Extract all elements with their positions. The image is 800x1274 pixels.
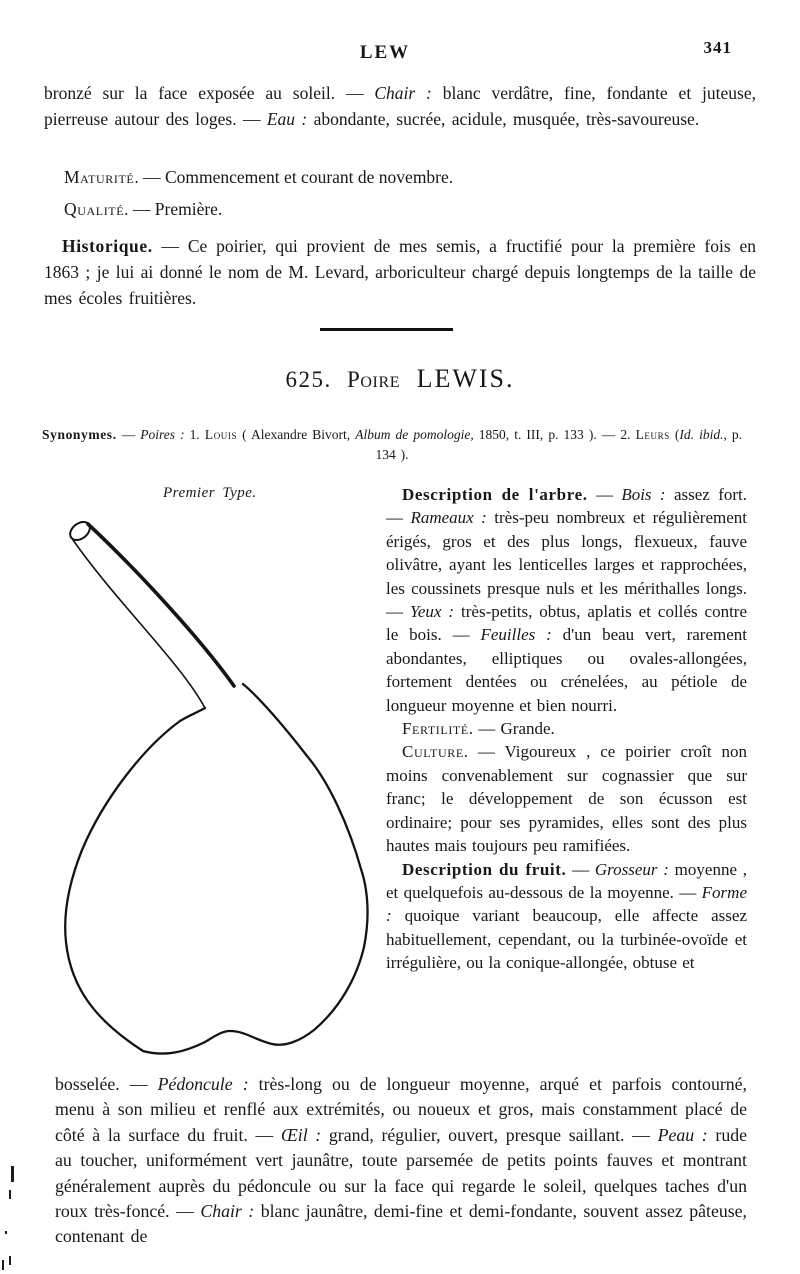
text-segment: ( (669, 427, 680, 442)
pear-illustration (40, 505, 385, 1075)
text-segment: . — Première. (124, 199, 223, 219)
text-segment: Synonymes. (42, 427, 117, 442)
text-segment: Eau : (266, 108, 308, 129)
text-segment: Pédoncule : (157, 1074, 249, 1094)
stalk-right-edge (88, 524, 234, 686)
text-segment: Feuilles : (480, 625, 552, 645)
text-segment: . — Commencement et courant de novembre. (134, 167, 454, 187)
text-segment: Description de l'arbre. (402, 485, 588, 504)
maturity-line (44, 167, 776, 188)
scan-artifact (2, 1260, 4, 1270)
tree-description-paragraph (386, 483, 747, 717)
quality-line (44, 199, 776, 220)
stalk-tip (67, 518, 94, 543)
text-segment: assez fort. — (386, 485, 748, 528)
text-segment: d'un beau vert, rarement abondantes, elliptiques ou ovales-allongées, fortement dentées ou crénelées, au pétiole de longueur moyenne et bien nourri. (386, 625, 748, 715)
text-segment: . — Grande. (468, 719, 555, 739)
text-segment: Grosseur : (594, 859, 669, 879)
text-segment: Bois : (621, 485, 666, 504)
fertility-line (386, 717, 747, 740)
text-segment: Chair : (374, 83, 432, 103)
scan-artifact (9, 1190, 11, 1199)
text-segment: — Ce poirier, qui provient de mes semis, a fructifié pour la première fois en 1863 ; je lui ai donné le nom de M. Levard, arboriculteur chargé depuis longtemps de la taille de mes écoles fruitières. (44, 236, 756, 308)
synonyms-paragraph (42, 425, 742, 465)
text-segment: très-peu nombreux et régulièrement érigés, gros et des plus longs, flexueux, fauve olivâtre, ayant les lenticelles larges et rapprochées, les coussinets presque nuls et les mérithalles longs. — (386, 508, 747, 622)
text-segment: moyenne , et quelquefois au-dessous de la moyenne. — (386, 859, 747, 902)
figure-caption: Premier Type. (163, 485, 257, 501)
text-segment: Louis (204, 427, 238, 442)
text-segment: Culture (402, 742, 464, 762)
text-segment: très-petits, obtus, aplatis et collés contre le bois. — (386, 602, 747, 645)
text-segment: Poire (346, 367, 401, 392)
text-segment: Qualité (64, 199, 125, 219)
text-segment: Historique. (62, 236, 153, 256)
scan-artifact (11, 1166, 14, 1182)
text-segment: Chair : (200, 1201, 255, 1222)
text-segment: , p. 134 ). (375, 427, 743, 462)
text-segment: 625. (285, 367, 347, 392)
section-divider (320, 328, 453, 331)
text-segment: Yeux : (409, 602, 455, 622)
text-segment: grand, régulier, ouvert, presque saillant. — (321, 1124, 658, 1145)
scan-artifact (9, 1256, 11, 1265)
fruit-continuation-paragraph (55, 1072, 747, 1250)
text-segment: ( Alexandre Bivort, (237, 427, 356, 442)
tree-description-column (386, 483, 747, 975)
text-segment: Fertilité (402, 719, 469, 739)
text-segment: , 1850, t. III, p. 133 ). — 2. (470, 427, 636, 442)
culture-paragraph (386, 740, 747, 857)
text-segment: Peau : (657, 1124, 708, 1145)
text-segment: blanc jaunâtre, demi-fine et demi-fondante, souvent assez pâteuse, contenant de (55, 1201, 747, 1247)
text-segment: bosselée. — (55, 1074, 158, 1094)
text-segment: Rameaux : (410, 508, 487, 528)
scan-artifact (5, 1231, 7, 1234)
text-segment: Poires : (140, 427, 185, 442)
text-segment: Album de pomologie (355, 427, 471, 442)
text-segment: Id. ibid. (679, 427, 724, 442)
text-segment: 1. (184, 427, 205, 442)
text-segment: Maturité (64, 167, 135, 187)
text-segment: — (587, 485, 622, 504)
text-segment: abondante, sucrée, acidule, musquée, très-savoureuse. (307, 108, 700, 129)
running-title: LEW (359, 42, 411, 63)
page-number: 341 (703, 38, 732, 57)
article-title (0, 364, 800, 394)
text-segment: bronzé sur la face exposée au soleil. — (44, 83, 375, 103)
text-segment: rude au toucher, uniformément vert jaunâtre, toute parsemée de petits points fauves et montrant généralement auprès du pédoncule ou sur la face qui regarde le soleil, quelques taches d'un roux très-foncé. — (55, 1124, 747, 1222)
text-segment: très-long ou de longueur moyenne, arqué et parfois contourné, menu à son milieu et renflé aux extrémités, ou noueux et gros, mais constamment placé de côté à la surface du fruit. — (55, 1074, 747, 1145)
pear-body-outline (65, 684, 367, 1054)
historique-paragraph (44, 233, 756, 311)
text-segment: blanc verdâtre, fine, fondante et juteuse, pierreuse autour des loges. — (44, 83, 756, 129)
text-segment: Œil : (280, 1124, 322, 1145)
text-segment: LEWIS. (400, 364, 515, 393)
text-segment: quoique variant beaucoup, elle affecte assez habituellement, cependant, ou la turbinée-ovoïde et irrégulière, ou la conique-allongée, obtuse et (386, 906, 747, 973)
text-segment: Leurs (635, 427, 670, 442)
text-segment: Description du fruit. (402, 859, 567, 879)
text-segment: — (566, 859, 595, 879)
text-segment: . — Vigoureux , ce poirier croît non moins convenablement sur cognassier que sur franc; le développement de son écusson est ordinaire; pour ses pyramides, elles sont des plus hautes mais toujours peu ramifiées. (386, 742, 747, 856)
paragraph-chair-eau (44, 81, 756, 132)
fruit-description-paragraph (386, 858, 747, 975)
text-segment: — (116, 427, 141, 442)
text-segment: Forme : (386, 882, 747, 926)
